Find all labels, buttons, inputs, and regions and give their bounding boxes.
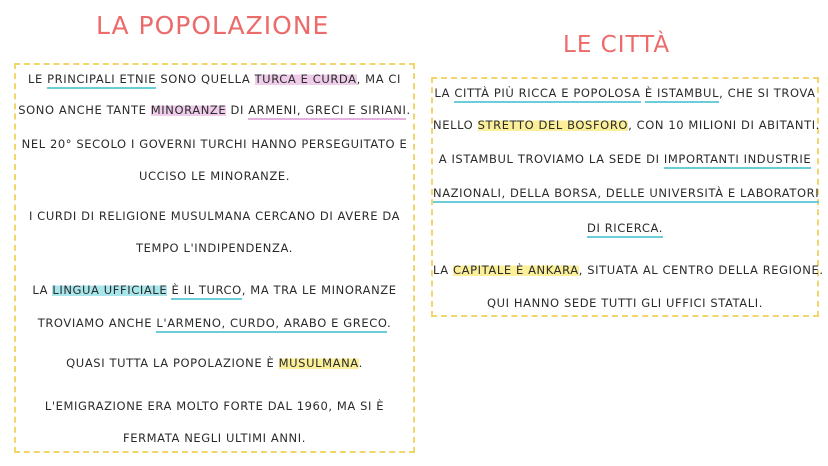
text-line: L'EMIGRAZIONE ERA MOLTO FORTE DAL 1960, MA SI È <box>44 399 385 413</box>
text: . <box>387 316 392 330</box>
highlighted-text: LINGUA UFFICIALE <box>52 283 168 297</box>
text: , CON 10 MILIONI DI ABITANTI. <box>628 118 820 132</box>
text-line <box>16 70 413 88</box>
citta-box <box>431 77 824 317</box>
text-line: NEL 20° SECOLO I GOVERNI TURCHI HANNO PERSEGUITATO E <box>21 137 408 151</box>
underlined-text: IMPORTANTI INDUSTRIE <box>664 152 811 169</box>
text: NELLO <box>433 118 478 132</box>
text: QUASI TUTTA LA POPOLAZIONE È <box>66 356 279 370</box>
text: LE <box>27 72 48 86</box>
text-line: QUI HANNO SEDE TUTTI GLI UFFICI STATALI. <box>487 296 763 310</box>
text-line <box>433 261 824 279</box>
text-line <box>433 84 817 102</box>
text-line <box>16 354 413 372</box>
popolazione-box <box>14 63 415 453</box>
text: TROVIAMO ANCHE <box>37 316 157 330</box>
text-line <box>16 281 413 299</box>
text: , MA TRA LE MINORANZE <box>241 283 397 297</box>
highlighted-text: MUSULMANA <box>278 356 359 370</box>
underlined-text: L'ARMENO, CURDO, ARABO E GRECO <box>156 316 387 333</box>
section-title-popolazione: LA POPOLAZIONE <box>96 11 330 40</box>
text-line <box>433 219 817 237</box>
text-line <box>433 184 820 202</box>
text-line <box>433 150 817 168</box>
section-title-citta: LE CITTÀ <box>563 32 671 58</box>
text: , CHE SI TROVA <box>719 86 816 100</box>
highlighted-text: CAPITALE È ANKARA <box>453 263 579 277</box>
text-line: UCCISO LE MINORANZE. <box>139 169 290 183</box>
text: LA <box>433 263 453 277</box>
text-line: FERMATA NEGLI ULTIMI ANNI. <box>122 431 306 445</box>
underlined-text: PRINCIPALI ETNIE <box>47 72 156 89</box>
underlined-text: È IL TURCO <box>171 283 241 300</box>
highlighted-text: STRETTO DEL BOSFORO <box>477 118 629 132</box>
text-line <box>433 116 820 134</box>
underlined-text: NAZIONALI, DELLA BORSA, DELLE UNIVERSITÀ E LABORATORI <box>433 186 819 203</box>
text-line <box>16 101 413 119</box>
text: . <box>358 356 363 370</box>
text: . <box>406 103 411 117</box>
text-line: I CURDI DI RELIGIONE MUSULMANA CERCANO DI AVERE DA <box>28 209 401 223</box>
text: , SITUATA AL CENTRO DELLA REGIONE. <box>578 263 824 277</box>
underlined-text: È ISTAMBUL <box>645 86 719 103</box>
text: , MA CI <box>356 72 402 86</box>
underlined-text: DI RICERCA. <box>587 221 663 238</box>
text-line: TEMPO L'INDIPENDENZA. <box>136 241 293 255</box>
underlined-text: ARMENI, GRECI E SIRIANI <box>248 103 406 120</box>
text: LA <box>434 86 455 100</box>
text-line <box>16 314 413 332</box>
text: SONO ANCHE TANTE <box>18 103 151 117</box>
text: DI <box>226 103 249 117</box>
text: LA <box>32 283 53 297</box>
highlighted-text: MINORANZE <box>150 103 227 117</box>
text: SONO QUELLA <box>156 72 255 86</box>
underlined-text: CITTÀ PIÙ RICCA E POPOLOSA <box>454 86 640 103</box>
text: A ISTAMBUL TROVIAMO LA SEDE DI <box>438 152 664 166</box>
highlighted-text: TURCA E CURDA <box>254 72 357 86</box>
